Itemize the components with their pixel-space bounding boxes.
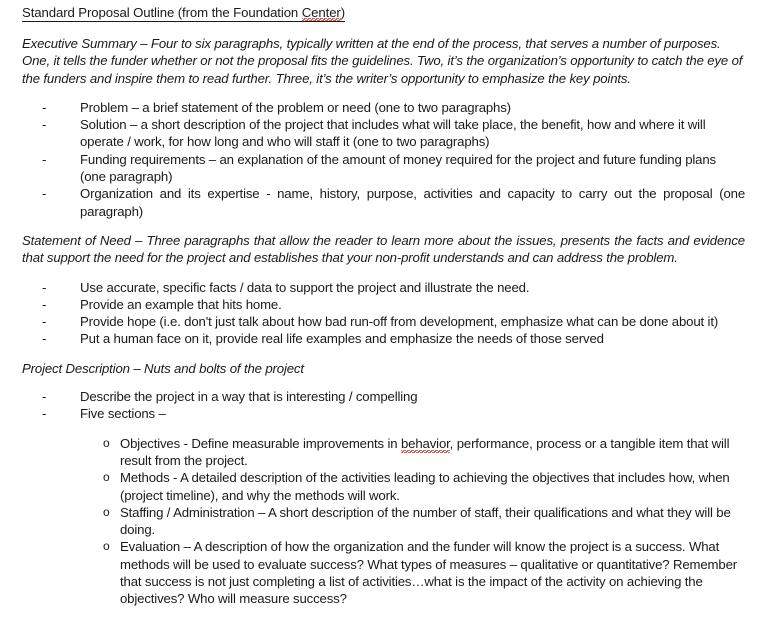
project-description-sublist (22, 435, 745, 608)
spellcheck-word-center: Center (301, 5, 341, 20)
list-item: - Provide an example that hits home. (22, 296, 745, 313)
project-description-paragraph: Project Description – Nuts and bolts of the project (22, 360, 304, 376)
sublist-item-objectives (22, 435, 745, 470)
page-title (22, 4, 345, 22)
sublist-item-methods: o Methods - A detailed description of the activities leading to achieving the objectives that includes how, when (project timeline), and why the methods will work. (22, 469, 745, 504)
sublist-item-evaluation: o Evaluation – A description of how the organization and the funder will know the project is a success. What methods will be used to evaluate success? What types of measures – qualitative or quantitative? Remember that success is not just completing a list of activities…what is the impact of the activity on achieving the objectives? Who will measure success? (22, 538, 745, 607)
objectives-text-suffix: , performance, process or a tangible item that will result from the project. (120, 435, 730, 468)
sublist-item-staffing: o Staffing / Administration – A short description of the number of staff, their qualifications and what they will be doing. (22, 504, 745, 539)
objectives-text-prefix: Objectives - Define measurable improvements in (120, 435, 401, 451)
list-item: - Organization and its expertise - name, history, purpose, activities and capacity to carry out the proposal (one paragraph) (22, 185, 745, 220)
statement-of-need-paragraph: Statement of Need – Three paragraphs that allow the reader to learn more about the issues, presents the facts and evidence that support the need for the project and establishes that your non-profit understands and can address the problem. (22, 232, 745, 266)
list-item: - Five sections – (22, 405, 745, 422)
spellcheck-word-behavior: behavior (401, 435, 450, 451)
list-item: - Problem – a brief statement of the problem or need (one to two paragraphs) (22, 99, 745, 116)
executive-summary-list (22, 99, 745, 220)
list-item: - Describe the project in a way that is interesting / compelling (22, 388, 745, 405)
list-item: - Put a human face on it, provide real life examples and emphasize the needs of those served (22, 330, 745, 347)
list-item: - Solution – a short description of the project that includes what will take place, the benefit, how and where it will operate / work, for how long and who will staff it (one to two paragraphs) (22, 116, 745, 151)
page-title-suffix: ) (340, 5, 346, 20)
list-item: - Provide hope (i.e. don't just talk about how bad run-off from development, emphasize what can be done about it) (22, 313, 745, 330)
page-title-prefix: Standard Proposal Outline (from the Foundation (22, 5, 302, 20)
project-description-list (22, 388, 745, 423)
statement-of-need-list (22, 279, 745, 348)
list-item: - Funding requirements – an explanation of the amount of money required for the project and future funding plans (one paragraph) (22, 151, 745, 186)
list-item: - Use accurate, specific facts / data to support the project and illustrate the need. (22, 279, 745, 296)
executive-summary-paragraph: Executive Summary – Four to six paragraphs, typically written at the end of the process, that serves a number of purposes. One, it tells the funder whether or not the proposal fits the guidelines. Two, it’s the organization’s opportunity to catch the eye of the funders and inspire them to read further. Three, it’s the writer’s opportunity to emphasize the key points. (22, 36, 743, 86)
